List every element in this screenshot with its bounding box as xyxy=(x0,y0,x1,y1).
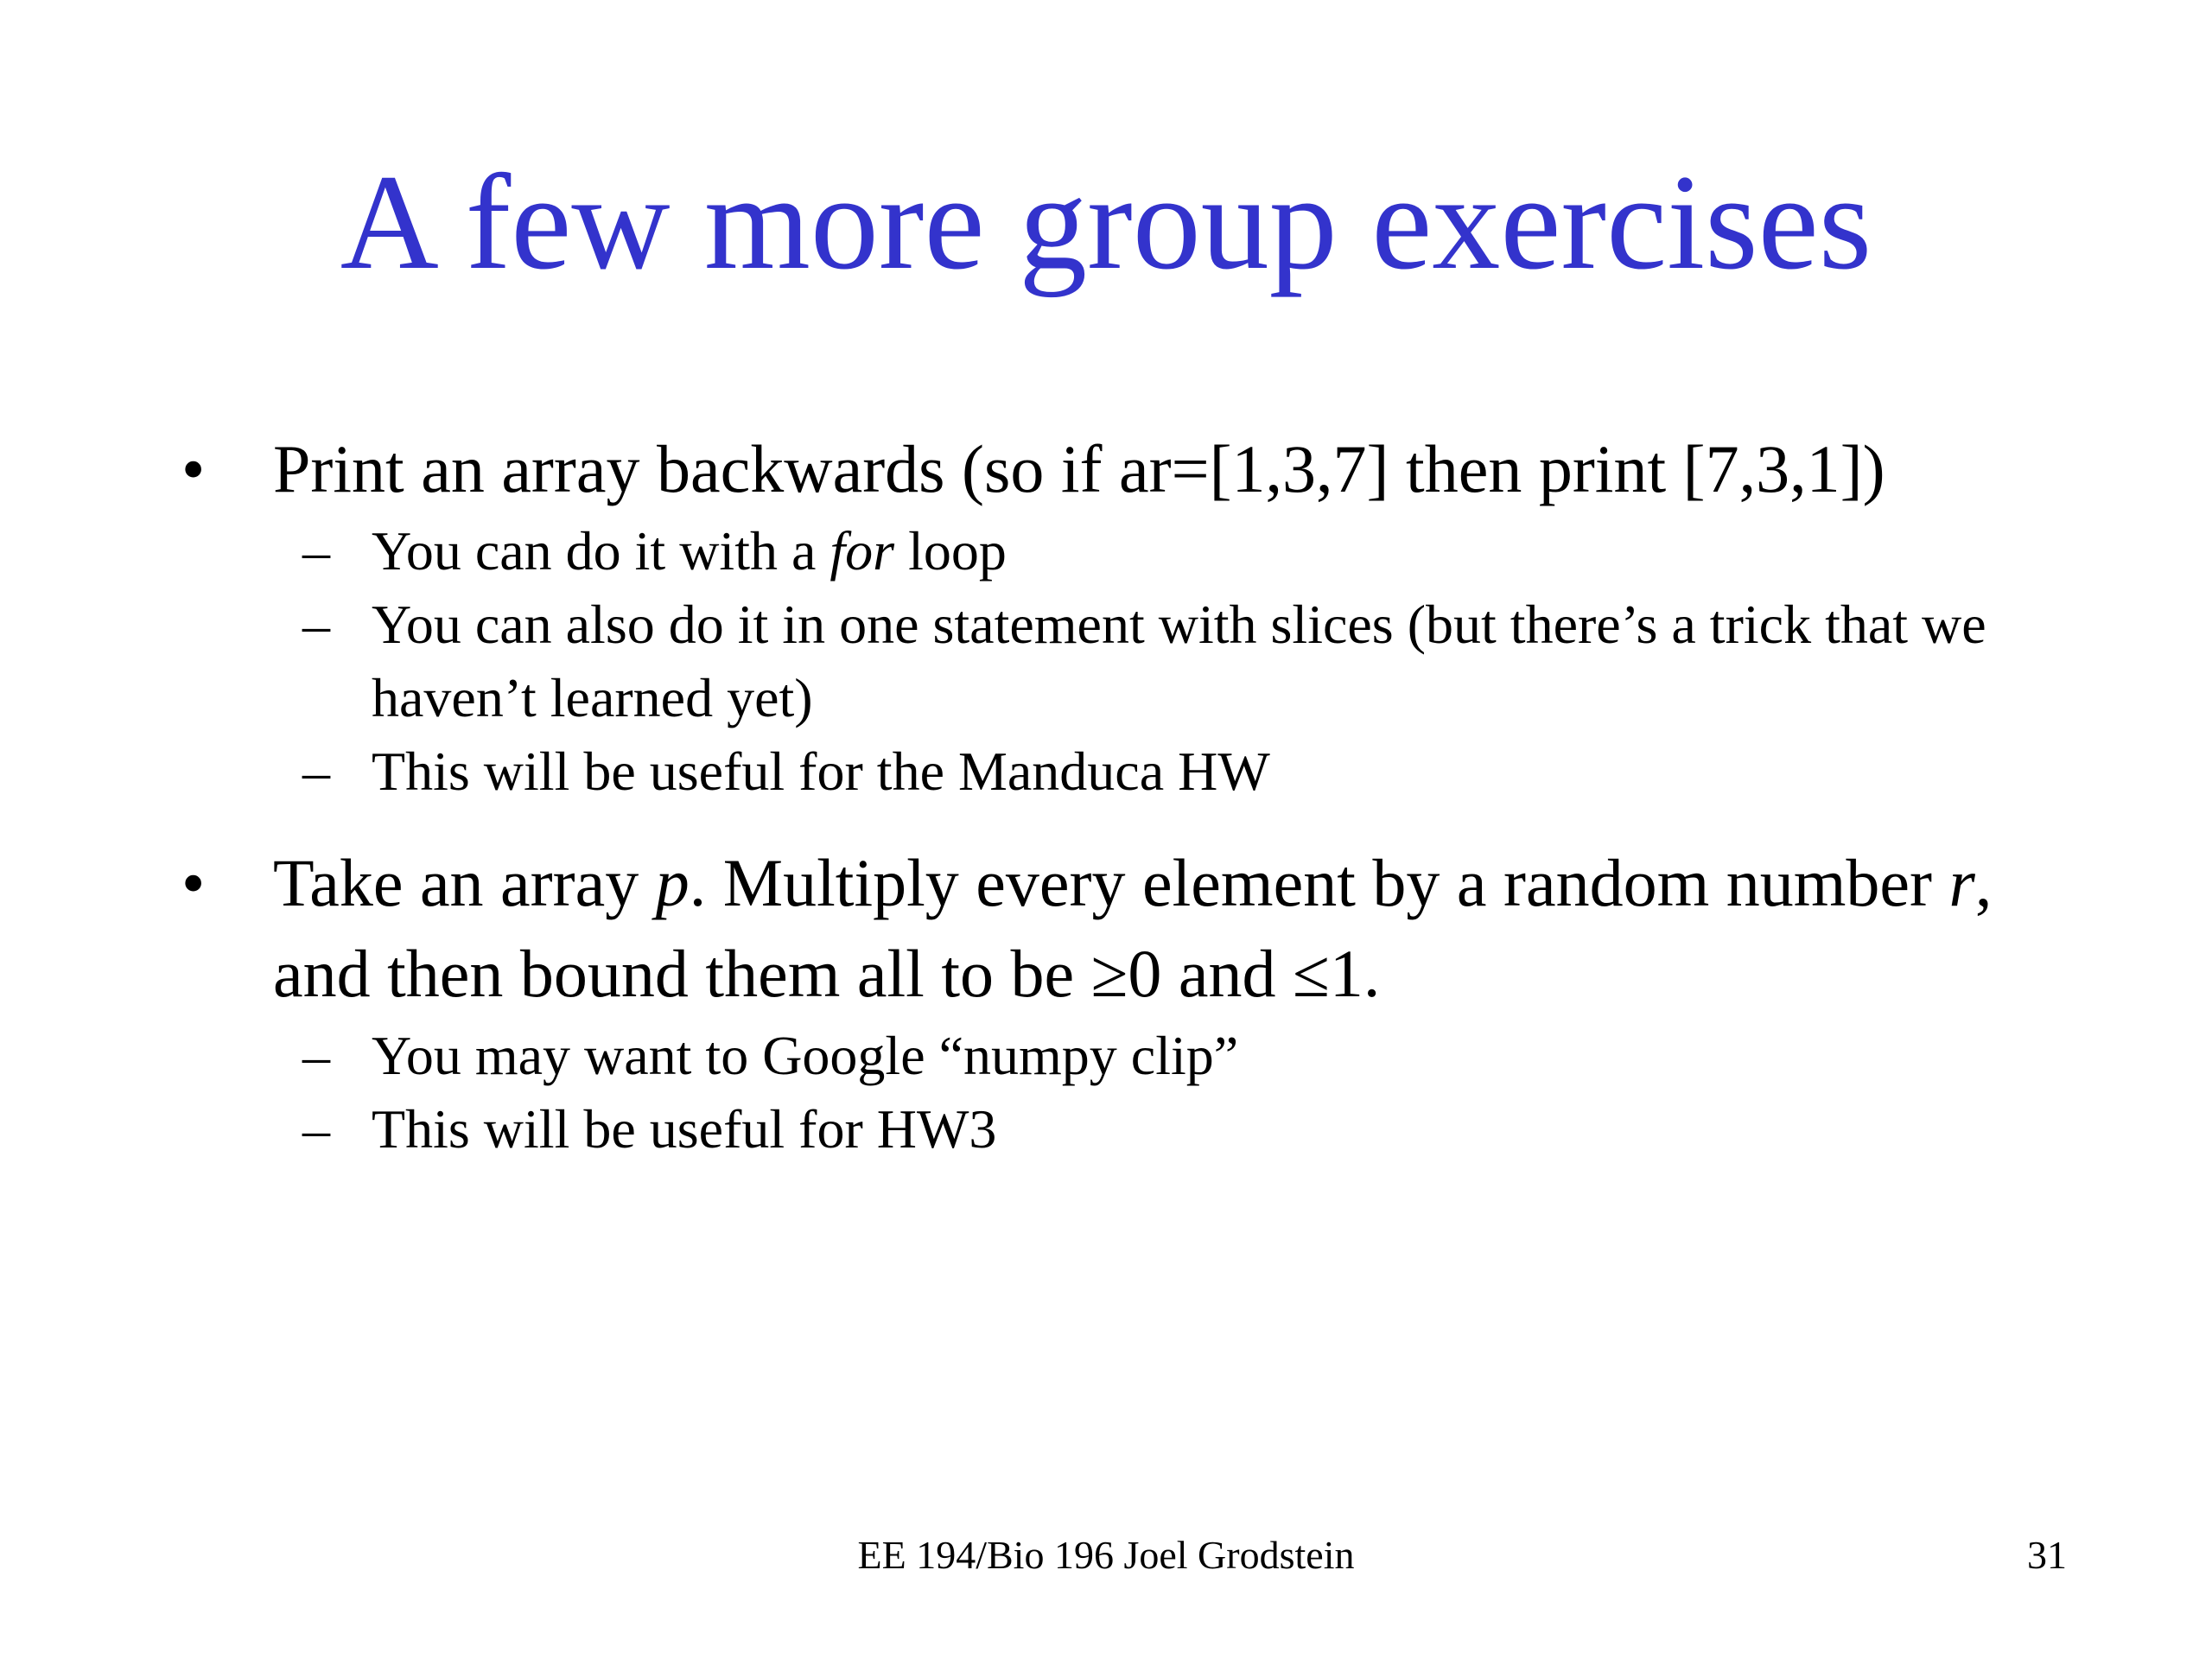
sub-bullet-1-1-post: loop xyxy=(894,520,1007,582)
dash-icon: – xyxy=(302,594,330,655)
sub-bullet-2-2 xyxy=(181,1092,2082,1166)
page-number: 31 xyxy=(2027,1533,2067,1577)
bullet-dot-icon: • xyxy=(181,431,206,506)
sub-bullet-1-3-text: This will be useful for the Manduca HW xyxy=(372,741,1270,802)
bullet-2-e2: r xyxy=(1948,845,1975,920)
dash-icon: – xyxy=(302,520,330,582)
sub-bullet-1-1 xyxy=(181,514,2082,588)
bullet-spacer xyxy=(181,808,2082,837)
bullet-2-t2: . Multiply every element by a random number xyxy=(689,845,1949,920)
dash-icon: – xyxy=(302,1025,330,1086)
bullet-2 xyxy=(181,837,2082,1019)
sub-bullet-1-2-text: You can also do it in one statement with slices (but there’s a trick that we haven’t learned yet) xyxy=(372,594,1986,728)
slide-content xyxy=(181,423,2082,1166)
bullet-2-t1: Take an array xyxy=(273,845,656,920)
dash-icon: – xyxy=(302,741,330,802)
bullet-dot-icon: • xyxy=(181,845,206,920)
sub-bullet-2-1 xyxy=(181,1019,2082,1092)
sub-bullet-2-2-text: This will be useful for HW3 xyxy=(372,1098,997,1160)
bullet-1 xyxy=(181,423,2082,514)
slide-title: A few more group exercises xyxy=(340,147,1872,298)
slide-footer: EE 194/Bio 196 Joel Grodstein xyxy=(857,1533,1355,1577)
sub-bullet-1-3 xyxy=(181,734,2082,808)
sub-bullet-2-1-text: You may want to Google “numpy clip” xyxy=(372,1025,1239,1086)
bullet-1-text: Print an array backwards (so if ar=[1,3,7] then print [7,3,1]) xyxy=(273,431,1885,506)
bullet-2-t3: , and then bound them all to be ≥0 and ≤1. xyxy=(273,845,1993,1011)
sub-bullet-1-1-em: for xyxy=(830,520,895,582)
dash-icon: – xyxy=(302,1098,330,1160)
bullet-2-e1: p xyxy=(655,845,690,920)
sub-bullet-1-2 xyxy=(181,588,2082,734)
sub-bullet-1-1-pre: You can do it with a xyxy=(372,520,830,582)
